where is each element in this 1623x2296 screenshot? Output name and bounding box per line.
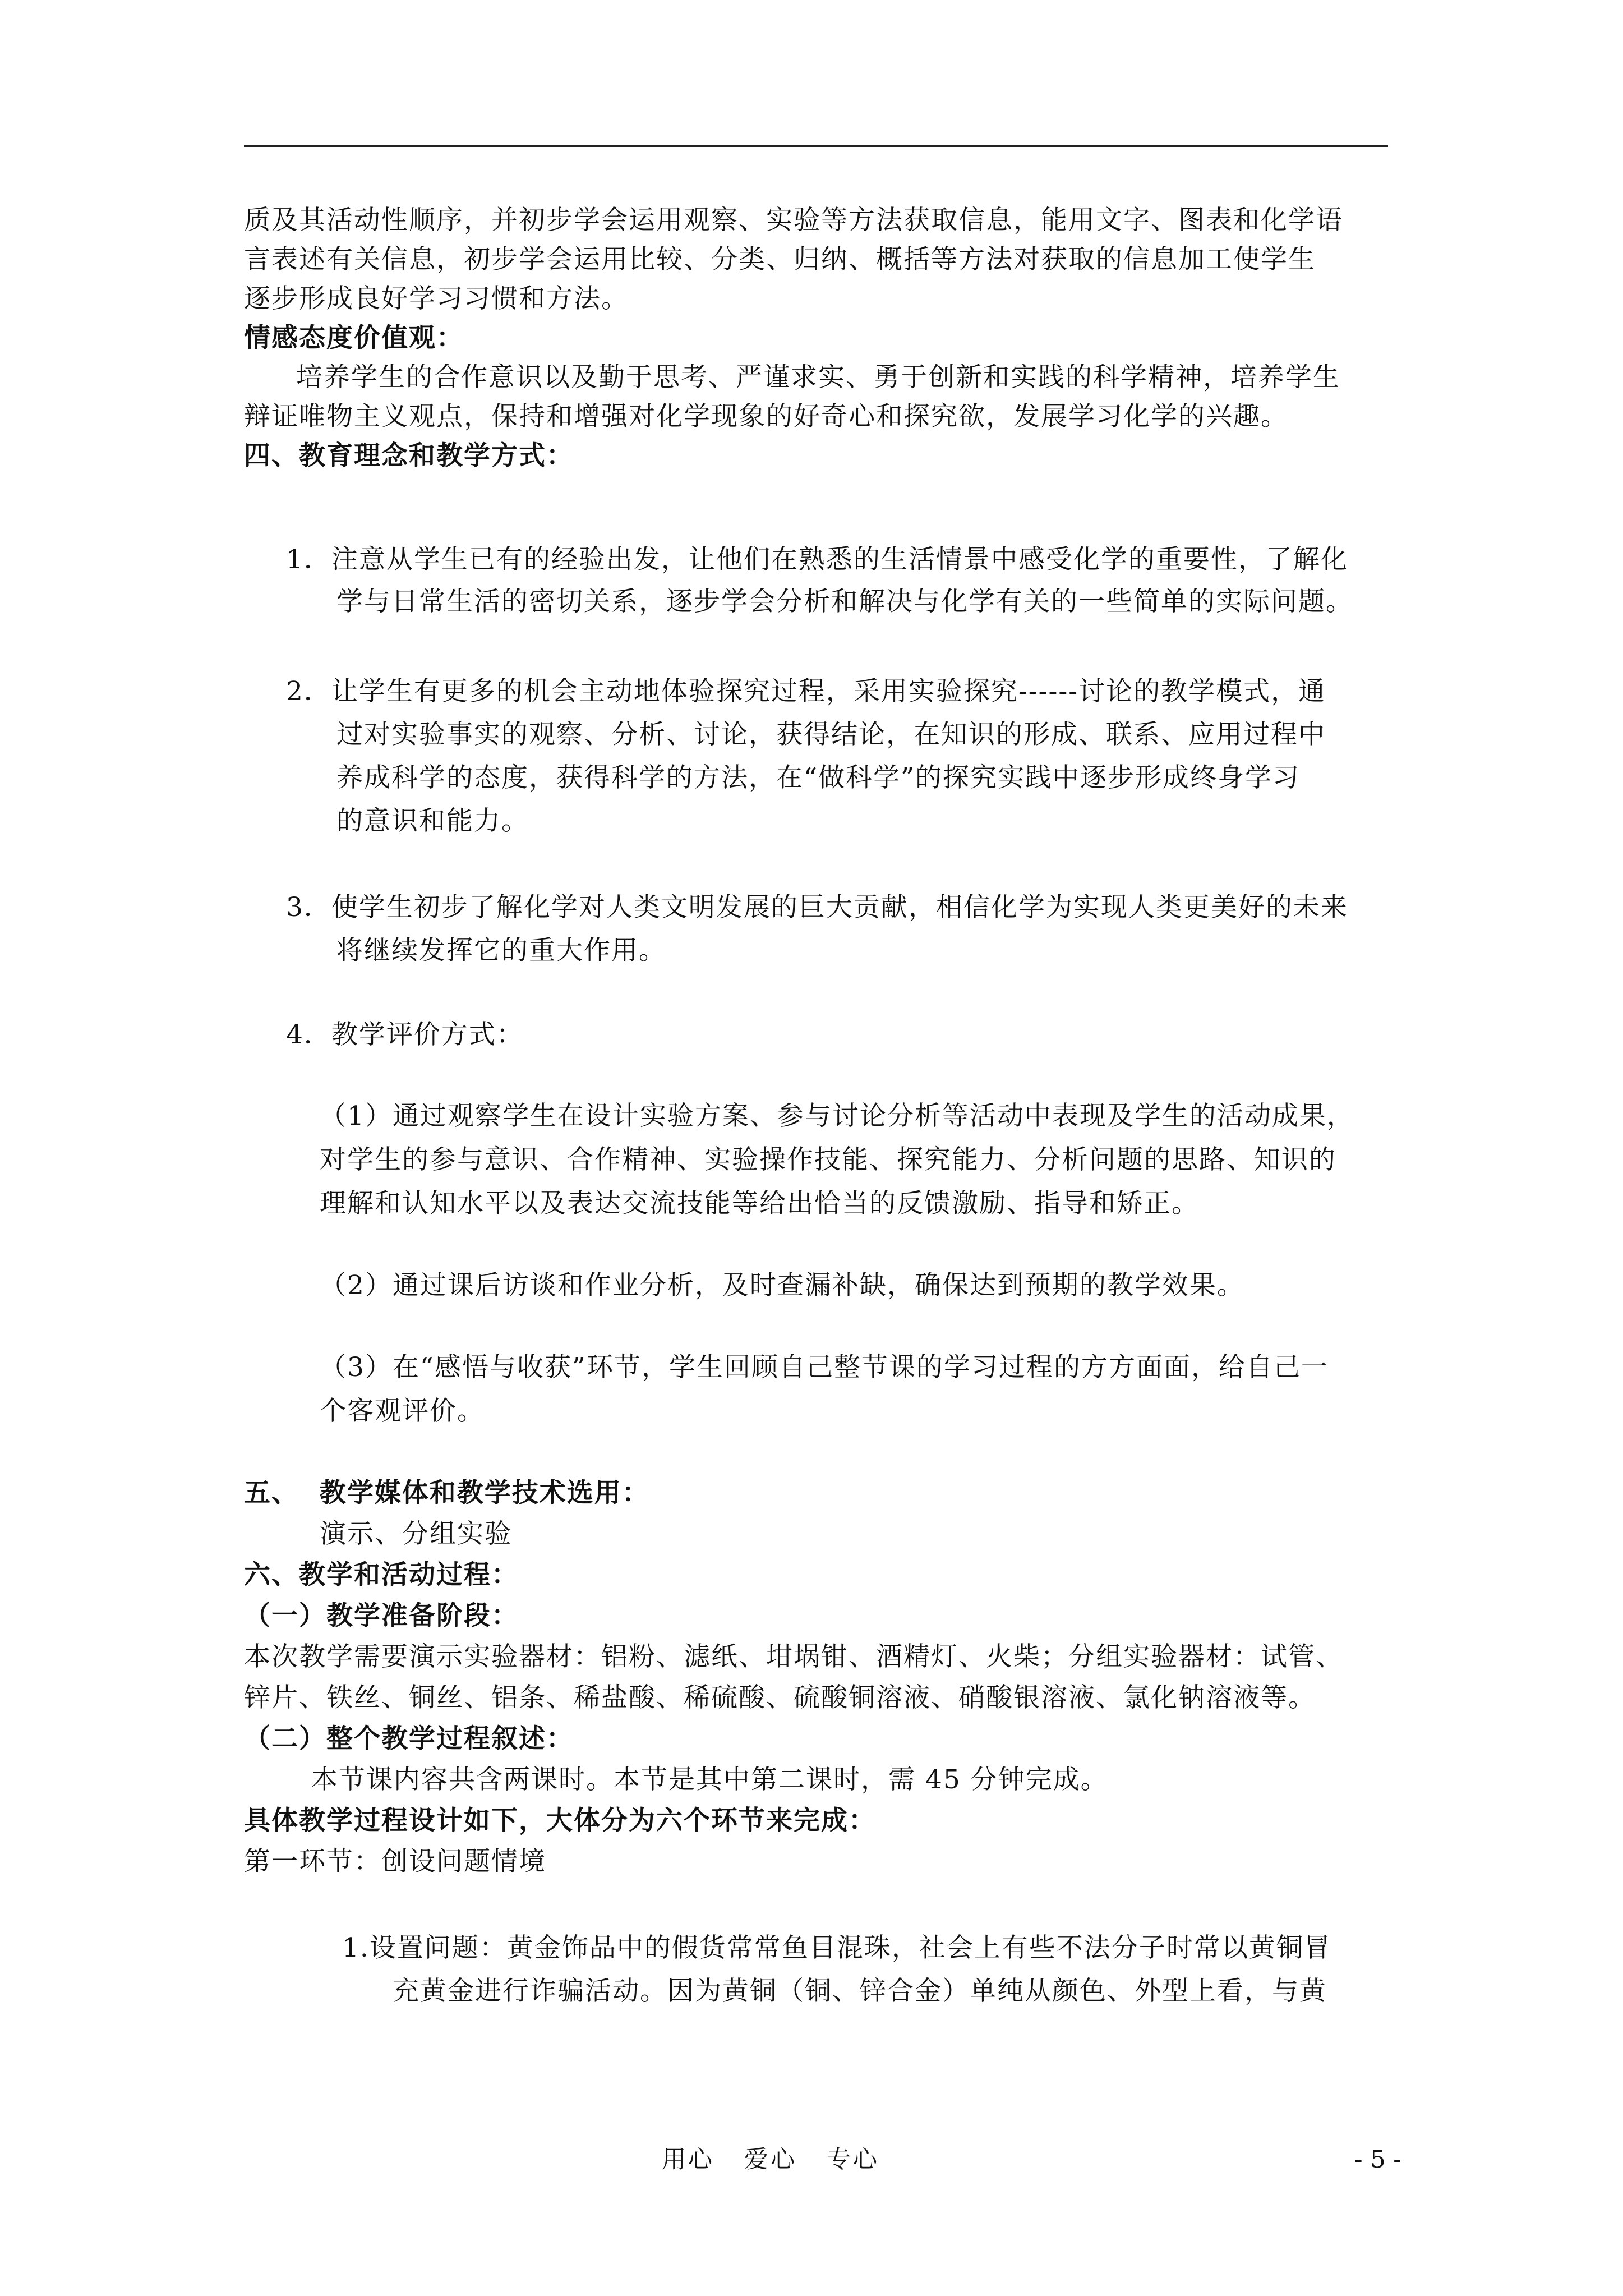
- step1-heading: 第一环节：创设问题情境: [244, 1846, 546, 1877]
- item2-line-1: 2．让学生有更多的机会主动地体验探究过程，采用实验探究------讨论的教学模式，通: [286, 676, 1326, 707]
- eval2-line: （2）通过课后访谈和作业分析，及时查漏补缺，确保达到预期的教学效果。: [320, 1270, 1244, 1301]
- item3-line-2: 将继续发挥它的重大作用。: [336, 935, 666, 966]
- section4-heading: 四、教育理念和教学方式：: [244, 440, 574, 471]
- q1-line-2: 充黄金进行诈骗活动。因为黄铜（铜、锌合金）单纯从颜色、外型上看，与黄: [393, 1976, 1327, 2007]
- sub2-line: 本节课内容共含两课时。本节是其中第二课时，需 45 分钟完成。: [311, 1764, 1108, 1795]
- page-number: - 5 -: [1354, 2146, 1401, 2174]
- header-rule: [244, 145, 1388, 147]
- eval3-line-1: （3）在“感悟与收获”环节，学生回顾自己整节课的学习过程的方方面面，给自己一: [320, 1352, 1329, 1383]
- item2-line-2: 过对实验事实的观察、分析、讨论，获得结论，在知识的形成、联系、应用过程中: [336, 719, 1326, 750]
- intro-line-1: 质及其活动性顺序，并初步学会运用观察、实验等方法获取信息，能用文字、图表和化学语: [244, 205, 1343, 236]
- emotion-line-1: 培养学生的合作意识以及勤于思考、严谨求实、勇于创新和实践的科学精神，培养学生: [296, 362, 1340, 393]
- section5-heading: 五、 教学媒体和教学技术选用：: [244, 1478, 649, 1508]
- sub1-line-2: 锌片、铁丝、铜丝、铝条、稀盐酸、稀硫酸、硫酸铜溶液、硝酸银溶液、氯化钠溶液等。: [244, 1682, 1316, 1713]
- eval3-line-2: 个客观评价。: [320, 1396, 485, 1427]
- eval1-line-2: 对学生的参与意识、合作精神、实验操作技能、探究能力、分析问题的思路、知识的: [320, 1144, 1336, 1175]
- section6-heading: 六、教学和活动过程：: [244, 1559, 519, 1590]
- q1-line-1: 1.设置问题：黄金饰品中的假货常常鱼目混珠，社会上有些不法分子时常以黄铜冒: [342, 1932, 1331, 1963]
- sub2-heading: （二）整个教学过程叙述：: [244, 1723, 574, 1754]
- item2-line-3: 养成科学的态度，获得科学的方法，在“做科学”的探究实践中逐步形成终身学习: [336, 762, 1301, 793]
- item1-line-1: 1．注意从学生已有的经验出发，让他们在熟悉的生活情景中感受化学的重要性，了解化: [286, 544, 1348, 575]
- intro-line-3: 逐步形成良好学习习惯和方法。: [244, 283, 629, 314]
- sub1-line-1: 本次教学需要演示实验器材：铝粉、滤纸、坩埚钳、酒精灯、火柴；分组实验器材：试管、: [244, 1641, 1343, 1672]
- intro-line-2: 言表述有关信息，初步学会运用比较、分类、归纳、概括等方法对获取的信息加工使学生: [244, 244, 1316, 275]
- eval1-line-1: （1）通过观察学生在设计实验方案、参与讨论分析等活动中表现及学生的活动成果，: [320, 1101, 1354, 1131]
- footer-motto: 用心 爱心 专心: [662, 2146, 880, 2174]
- item3-line-1: 3．使学生初步了解化学对人类文明发展的巨大贡献，相信化学为实现人类更美好的未来: [286, 892, 1348, 923]
- emotion-line-2: 辩证唯物主义观点，保持和增强对化学现象的好奇心和探究欲，发展学习化学的兴趣。: [244, 401, 1288, 432]
- emotion-heading: 情感态度价值观：: [244, 323, 464, 353]
- item2-line-4: 的意识和能力。: [336, 806, 529, 836]
- item4-heading: 4．教学评价方式：: [286, 1019, 524, 1050]
- sub1-heading: （一）教学准备阶段：: [244, 1600, 519, 1631]
- section5-line: 演示、分组实验: [320, 1519, 512, 1549]
- eval1-line-3: 理解和认知水平以及表达交流技能等给出恰当的反馈激励、指导和矫正。: [320, 1188, 1199, 1219]
- item1-line-2: 学与日常生活的密切关系，逐步学会分析和解决与化学有关的一些简单的实际问题。: [336, 586, 1353, 617]
- design-heading: 具体教学过程设计如下，大体分为六个环节来完成：: [244, 1805, 876, 1836]
